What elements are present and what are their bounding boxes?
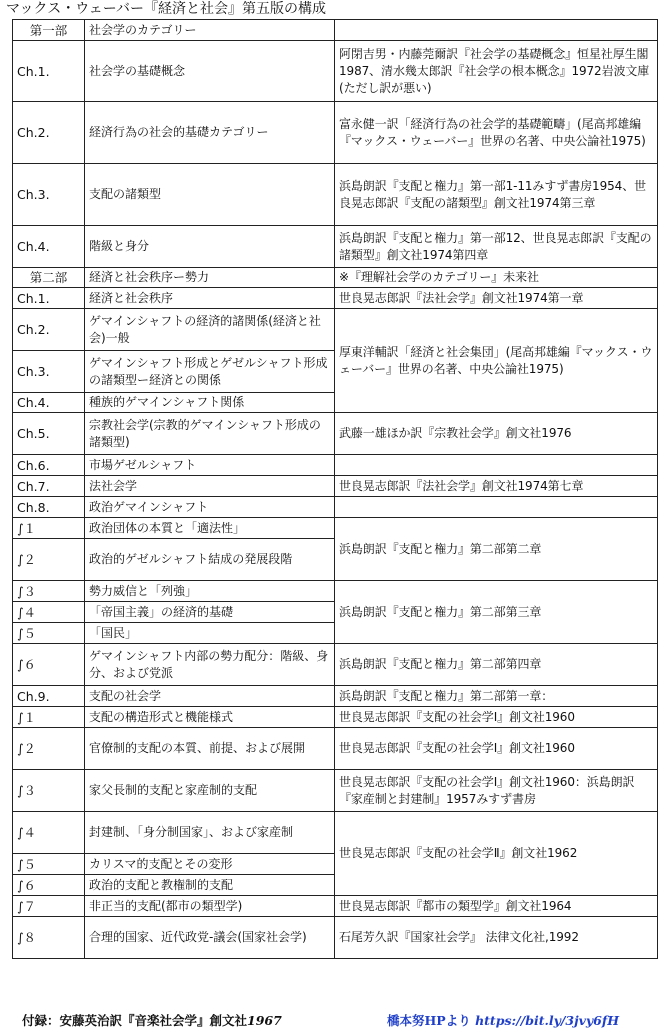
table-row	[13, 288, 658, 309]
chapter-title: 経済と社会秩序ー勢力	[85, 268, 335, 288]
appendix-year: 1967	[247, 1013, 282, 1028]
section-number: ∫４	[13, 602, 85, 623]
chapter-title: 宗教社会学(宗教的ゲマインシャフト形成の諸類型)	[85, 413, 335, 455]
table-row	[13, 102, 658, 164]
chapter-number: Ch.2.	[13, 102, 85, 164]
translation-reference: 阿閉吉男・内藤莞爾訳『社会学の基礎概念』恒星社厚生閣1987、清水幾太郎訳『社会学の根本概念』1972岩波文庫(ただし訳が悪い)	[335, 41, 658, 102]
translation-reference	[335, 497, 658, 518]
translation-reference: 武藤一雄ほか訳『宗教社会学』創文社1976	[335, 413, 658, 455]
table-row	[13, 268, 658, 288]
translation-reference: 世良晃志郎訳『法社会学』創文社1974第七章	[335, 476, 658, 497]
chapter-title: 勢力威信と「列強」	[85, 581, 335, 602]
chapter-number: Ch.6.	[13, 455, 85, 476]
chapter-title: 政治団体の本質と「適法性」	[85, 518, 335, 539]
translation-reference: 浜島朗訳『支配と権力』第二部第二章	[335, 518, 658, 581]
chapter-title: 社会学の基礎概念	[85, 41, 335, 102]
translation-reference: 世良晃志郎訳『法社会学』創文社1974第一章	[335, 288, 658, 309]
section-number: ∫６	[13, 875, 85, 896]
chapter-title: カリスマ的支配とその変形	[85, 854, 335, 875]
chapter-title: 市場ゲゼルシャフト	[85, 455, 335, 476]
section-number: ∫７	[13, 896, 85, 917]
translation-reference: 浜島朗訳『支配と権力』第二部第一章：	[335, 686, 658, 707]
chapter-title: 封建制、「身分制国家」、および家産制	[85, 812, 335, 854]
chapter-number: Ch.9.	[13, 686, 85, 707]
table-row	[13, 707, 658, 728]
translation-reference	[335, 455, 658, 476]
chapter-number: Ch.7.	[13, 476, 85, 497]
chapter-title: 経済行為の社会的基礎カテゴリー	[85, 102, 335, 164]
document-title: マックス・ウェーバー『経済と社会』第五版の構成	[6, 1, 327, 17]
table-row	[13, 728, 658, 770]
table-row	[13, 686, 658, 707]
translation-reference: 浜島朗訳『支配と権力』第一部12、世良晃志郎訳『支配の諸類型』創文社1974第四章	[335, 226, 658, 268]
chapter-title: ゲマインシャフトの経済的諸関係(経済と社会)一般	[85, 309, 335, 351]
table-row	[13, 518, 658, 539]
chapter-number: 第二部	[13, 268, 85, 288]
chapter-title: 政治ゲマインシャフト	[85, 497, 335, 518]
chapter-number: Ch.8.	[13, 497, 85, 518]
chapter-title: ゲマインシャフト形成とゲゼルシャフト形成の諸類型ー経済との関係	[85, 351, 335, 393]
table-row	[13, 581, 658, 602]
appendix-note	[22, 1011, 282, 1029]
chapter-title: 合理的国家、近代政党-議会(国家社会学)	[85, 917, 335, 959]
chapter-title: 法社会学	[85, 476, 335, 497]
translation-reference: 浜島朗訳『支配と権力』第二部第四章	[335, 644, 658, 686]
chapter-number: Ch.1.	[13, 288, 85, 309]
section-number: ∫６	[13, 644, 85, 686]
section-number: ∫５	[13, 854, 85, 875]
chapter-title: ゲマインシャフト内部の勢力配分：階級、身分、および党派	[85, 644, 335, 686]
chapter-title: 支配の構造形式と機能様式	[85, 707, 335, 728]
section-number: ∫２	[13, 539, 85, 581]
chapter-number: 第一部	[13, 20, 85, 41]
chapter-number: Ch.3.	[13, 164, 85, 226]
table-row	[13, 226, 658, 268]
section-number: ∫１	[13, 518, 85, 539]
table-row	[13, 917, 658, 959]
table-row	[13, 644, 658, 686]
translation-reference: 浜島朗訳『支配と権力』第一部1-11みすず書房1954、世良晃志郎訳『支配の諸類型』創文社1974第三章	[335, 164, 658, 226]
translation-reference	[335, 20, 658, 41]
section-number: ∫４	[13, 812, 85, 854]
chapter-number: Ch.5.	[13, 413, 85, 455]
chapter-title: 家父長制的支配と家産制的支配	[85, 770, 335, 812]
table-row	[13, 309, 658, 351]
chapter-title: 「国民」	[85, 623, 335, 644]
chapter-title: 支配の社会学	[85, 686, 335, 707]
translation-reference: 厚東洋輔訳「経済と社会集団」(尾高邦雄編『マックス・ウェーバー』世界の名著、中央公論社1975)	[335, 309, 658, 413]
appendix-text: 付録：安藤英治訳『音楽社会学』創文社	[22, 1013, 248, 1028]
table-row	[13, 20, 658, 41]
table-row	[13, 455, 658, 476]
translation-reference: 世良晃志郎訳『支配の社会学Ⅰ』創文社1960：浜島朗訳『家産制と封建制』1957みすず書房	[335, 770, 658, 812]
translation-reference: 世良晃志郎訳『支配の社会学Ⅱ』創文社1962	[335, 812, 658, 896]
table-row	[13, 497, 658, 518]
translation-reference: 世良晃志郎訳『支配の社会学Ⅰ』創文社1960	[335, 707, 658, 728]
translation-reference: 富永健一訳「経済行為の社会学的基礎範疇」(尾高邦雄編『マックス・ウェーバー』世界の名著、中央公論社1975)	[335, 102, 658, 164]
source-label: 橋本努HPより	[387, 1013, 476, 1028]
chapter-number: Ch.4.	[13, 393, 85, 413]
table-row	[13, 41, 658, 102]
chapter-title: 階級と身分	[85, 226, 335, 268]
chapter-number: Ch.4.	[13, 226, 85, 268]
section-number: ∫３	[13, 581, 85, 602]
source-link[interactable]: https://bit.ly/3jvy6fH	[475, 1013, 620, 1028]
section-number: ∫８	[13, 917, 85, 959]
source-credit	[387, 1011, 619, 1029]
chapter-number: Ch.2.	[13, 309, 85, 351]
translation-reference: 世良晃志郎訳『支配の社会学Ⅰ』創文社1960	[335, 728, 658, 770]
chapter-title: 政治的ゲゼルシャフト結成の発展段階	[85, 539, 335, 581]
table-row	[13, 413, 658, 455]
chapter-title: 非正当的支配(都市の類型学)	[85, 896, 335, 917]
chapter-title: 政治的支配と教権制的支配	[85, 875, 335, 896]
translation-reference: 石尾芳久訳『国家社会学』 法律文化社,1992	[335, 917, 658, 959]
table-row	[13, 476, 658, 497]
section-number: ∫１	[13, 707, 85, 728]
translation-reference: 浜島朗訳『支配と権力』第二部第三章	[335, 581, 658, 644]
table-row	[13, 896, 658, 917]
chapter-title: 種族的ゲマインシャフト関係	[85, 393, 335, 413]
chapter-title: 社会学のカテゴリー	[85, 20, 335, 41]
chapter-title: 経済と社会秩序	[85, 288, 335, 309]
structure-table-body	[13, 20, 658, 959]
chapter-title: 「帝国主義」の経済的基礎	[85, 602, 335, 623]
section-number: ∫２	[13, 728, 85, 770]
table-row	[13, 770, 658, 812]
structure-table	[12, 19, 658, 959]
chapter-number: Ch.1.	[13, 41, 85, 102]
translation-reference: 世良晃志郎訳『都市の類型学』創文社1964	[335, 896, 658, 917]
section-number: ∫３	[13, 770, 85, 812]
translation-reference: ※『理解社会学のカテゴリー』未来社	[335, 268, 658, 288]
table-row	[13, 164, 658, 226]
section-number: ∫５	[13, 623, 85, 644]
table-row	[13, 812, 658, 854]
chapter-title: 官僚制的支配の本質、前提、および展開	[85, 728, 335, 770]
chapter-number: Ch.3.	[13, 351, 85, 393]
chapter-title: 支配の諸類型	[85, 164, 335, 226]
